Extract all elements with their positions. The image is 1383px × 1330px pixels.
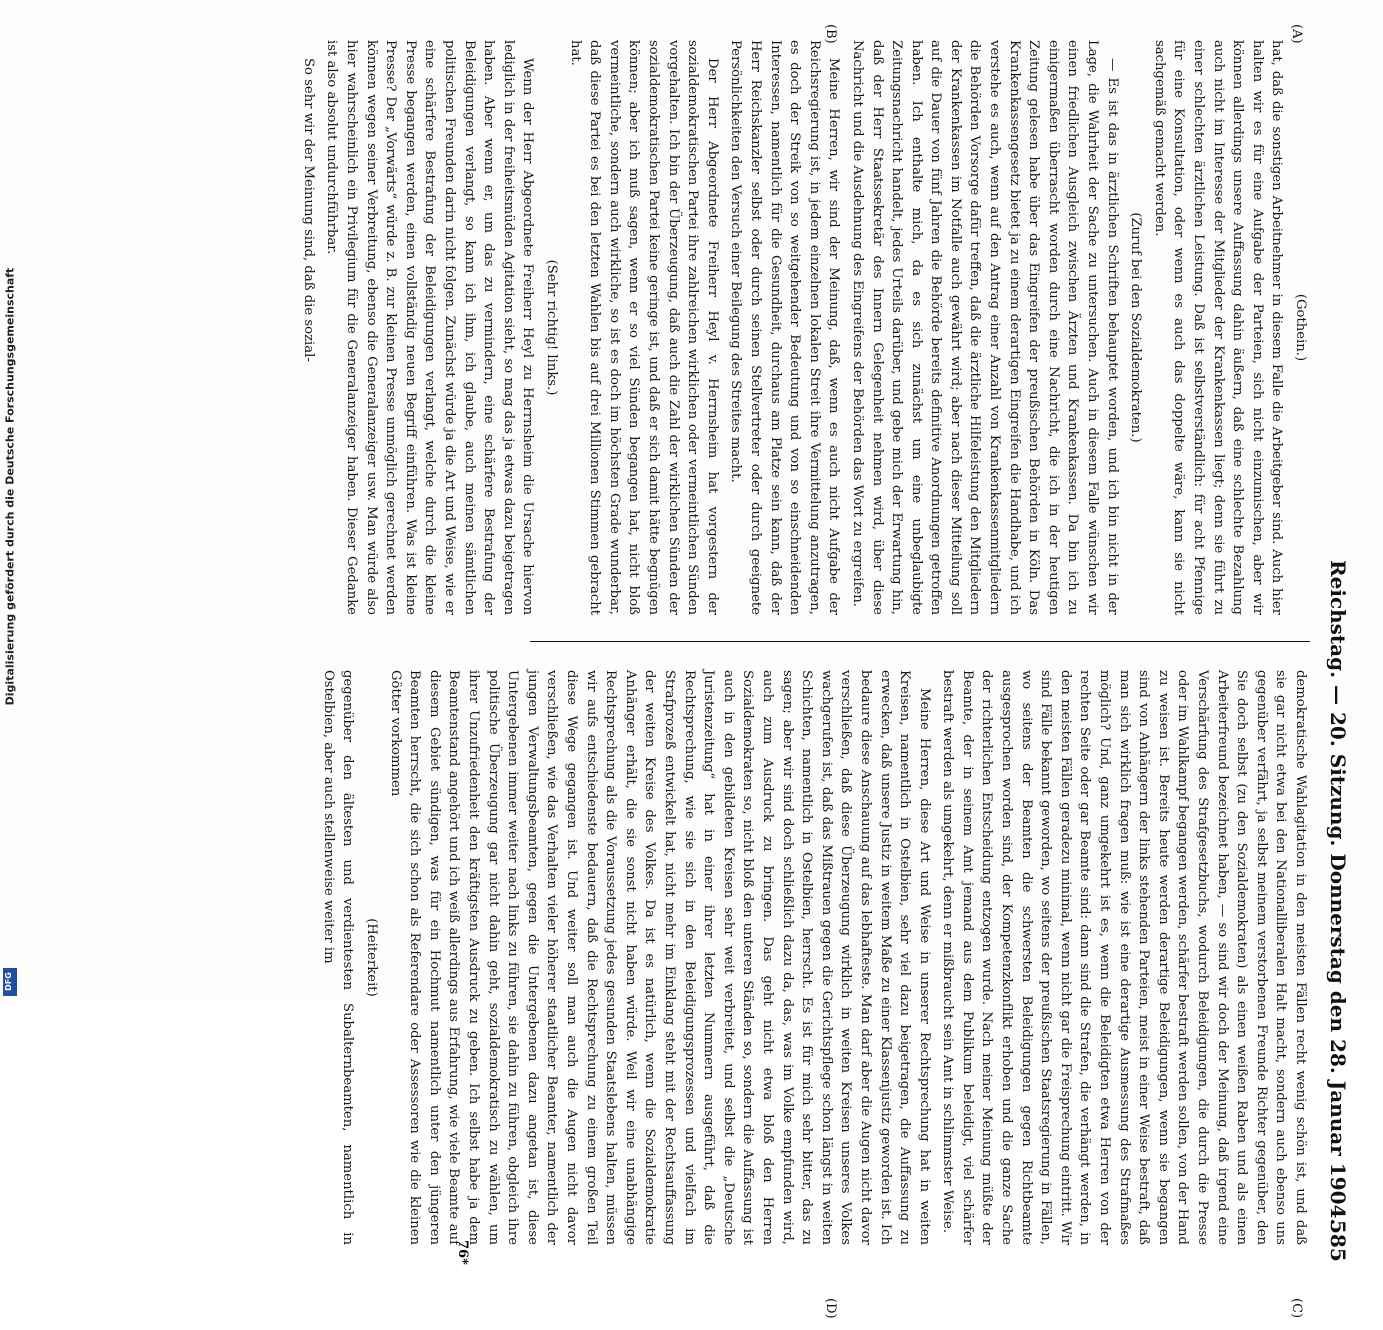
paragraph: — Es ist das in ärztlichen Schriften behauptet worden, und ich bin nicht in der Lage, die Wahrheit der Sache zu untersuchen. Auch in diesem Falle wünschen wir einen friedlichen Ausgleich zwischen Ärzten und Krankenkassen. Da bin ich zu einigermaßen überrascht worden durch eine Nachricht, die ich in der heutigen Zeitung gelesen habe über das Eingreifen der preußischen Behörden in Köln. Das Krankenkassengesetz bietet ja zu einem derartigen Eingreifen die Handhabe, und ich verstehe es auch, wenn auf den Antrag einer Anzahl von Krankenkassenmitgliedern die Behörden Vorsorge dafür treffen, daß die ärztliche Hilfeleistung den Mitgliedern der Krankenkassen im Notfalle auch gewährt wird; aber nach dieser Mitteilung soll auf die Dauer von fünf Jahren die Behörde bereits definitive Anordnungen getroffen haben. Ich enthalte mich, da es sich zunächst um eine unbeglaubigte Zeitungsnachricht handelt, jedes Urteils darüber, und gebe mich der Erwartung hin, daß der Herr Staatssekretär des Innern Gelegenheit nehmen wird, über diese Nachricht und die Ausdehnung des Eingreifens der Behörden das Wort zu ergreifen. <box>849 40 1120 615</box>
interjection: (Sehr richtig! links.) <box>544 259 560 396</box>
paragraph: So sehr wir der Meinung sind, daß die sozial- <box>300 58 316 362</box>
interjection: (Heiterkeit) <box>364 918 380 997</box>
page-header <box>1320 30 1350 1330</box>
paragraph: demokratische Wahlagitation in den meisten Fällen recht wenig schön ist, und daß sie gar nicht etwa bei den Nationalliberalen Halt macht, sondern auch ebenso uns gegenüber verfährt, ja selbst meinem verstorbenen Freunde Richter gegenüber, den Sie doch selbst (zu den Sozialdemokraten) als einen weißen Raben und als einen Arbeiterfreund bezeichnet haben, — so sind wir doch der Meinung, daß irgend eine Verschärfung des Strafgesetzbuchs, wodurch Beleidigungen, die durch die Presse oder im Wahlkampf begangen werden, schärfer bestraft werden sollen, von der Hand zu weisen ist. Bereits heute werden derartige Beleidigungen, wenn sie begangen sind von Anhängern der links stehenden Parteien, meist in einer Weise bestraft, daß man sich wirklich fragen muß: wie ist eine derartige Ausmessung des Strafmaßes möglich? Und, ganz umgekehrt ist es, wenn die Beleidigten etwa Herren von der rechten Seite oder gar Beamte sind: dann sind die Strafen, die verhängt werden, in den meisten Fällen geradezu minimal, wenn nicht gar die Freisprechung eintritt. Wir sind Fälle bekannt geworden, wo seitens der preußischen Staatsregierung in Fällen, wo seitens der Beamten die schwersten Beleidigungen gegen Richtbeamte ausgesprochen worden sind, der Kompetenzkonflikt erhoben und die ganze Sache der richterlichen Entscheidung entzogen wurde. Nach meiner Meinung müßte der Beamte, der in seinem Amt jemand aus dem Publikum beleidigt, viel schärfer bestraft werden als umgekehrt, denn er mißbraucht sein Amt in schlimmster Weise. <box>940 670 1308 1245</box>
page-number: 585 <box>1326 1220 1350 1262</box>
column-rule <box>530 641 1310 642</box>
margin-mark-c: (C) <box>1289 1298 1304 1319</box>
dfg-logo-text: DFG <box>3 972 13 991</box>
right-column <box>314 670 1310 1245</box>
paragraph: Der Herr Abgeordnete Freiherr Heyl v. Herrnsheim hat vorgestern der sozialdemokratischen Partei ihre zahlreichen wirklichen oder vermeintlichen Sünden vorgehalten. Ich bin der Überzeugung, daß auch die Zahl der wirklichen Sünden der sozialdemokratischen Partei keine geringe ist, und daß er sich damit hätte begnügen können; aber ich muß sagen, wenn er so viel Sünden begangen hat, nicht bloß vermeintliche, sondern auch wirkliche, so ist es doch im höchsten Grade wunderbar, daß diese Partei es bei den letzten Wahlen bis auf drei Millionen Stimmen gebracht hat. <box>567 40 720 615</box>
sheet-signature: 76* <box>455 1240 470 1265</box>
paragraph: gegenüber den ältesten und verdientesten Subalternbeamten, namentlich in Ostelbien, aber auch stellenweise weiter im <box>320 670 356 1245</box>
paragraph: hat, daß die sonstigen Arbeitnehmer in diesem Falle die Arbeitgeber sind. Auch hier halten wir es für eine Aufgabe der Parteien, sich nicht einzumischen, aber wir können allerdings unsere Auffassung dahin äußern, daß eine schlechte Bezahlung auch nicht im Interesse der Mitglieder der Krankenkassen liegt; denn sie führt zu einer schlechten ärztlichen Leistung. Daß ist selbstverständlich: für acht Pfennige für eine Konsultation, oder wenn es auch das doppelte wäre, kann sie nicht sachgemäß gemacht werden. <box>1151 40 1285 615</box>
rotated-page-content <box>50 24 1350 1319</box>
paragraph: Meine Herren, diese Art und Weise in unserer Rechtsprechung hat in weiten Kreisen, namentlich in Ostelbien, sehr viel dazu beigetragen, die Auffassung zu erwecken, daß unsere Justiz in weitem Maße zu einer Klassenjustiz geworden ist. Ich bedaure diese Anschauung auf das lebhafteste. Man darf aber die Augen nicht davor verschließen, daß diese Überzeugung wirklich in weiten Kreisen unseres Volkes wachgerufen ist, daß das Mißtrauen gegen die Gerichtspflege schon längst in weiten Schichten, namentlich in Ostelbien, herrscht. Es ist für mich sehr bitter, das zu sagen; aber wir sind doch schließlich dazu da, das, was im Volke empfunden wird, auch zum Ausdruck zu bringen. Das geht nicht etwa bloß den Herren Sozialdemokraten so, nicht bloß den unteren Ständen so, sondern die Auffassung ist auch in den gebildeten Kreisen sehr weit verbreitet, und selbst die „Deutsche Juristenzeitung“ hat in einer ihrer letzten Nummern ausgeführt, daß die Rechtsprechung, wie sie sich in den Beleidigungsprozessen und vielfach im Strafprozeß entwickelt hat, nicht mehr im Einklang steht mit der Rechtsauffassung der weiten Kreise des Volkes. Da ist es natürlich, wenn die Sozialdemokratie Anhänger erhält, die sie sonst nicht haben würde. Weil wir eine unabhängige Rechtsprechung als die Voraussetzung jedes gesunden Staatslebens halten, müssen wir aufs entschiedenste bedauern, daß die Rechtsprechung zu einem großen Teil diese Wege gegangen ist. Und weiter soll man auch die Augen nicht davor verschließen, wie das Verhalten vieler höherer staatlicher Beamter, namentlich der jungen Verwaltungsbeamten, gegen die Untergebenen dazu angetan ist, diese Untergebenen immer weiter nach links zu führen, sie dahin zu führen, obgleich ihre politische Überzeugung gar nicht dahin geht, sozialdemokratisch zu wählen, um ihrer Unzufriedenheit den kräftigsten Ausdruck zu geben. Ich selbst habe ja dem Beamtenstand angehört und ich weiß allerdings aus Erfahrung, wie viele Beamte auf diesem Gebiet sündigen, was für ein Hochmut namentlich unter den jüngeren Beamten herrscht, die sich schon als Referendare oder Assessoren wie die kleinen Götter vorkommen <box>387 670 932 1245</box>
side-credit-strip <box>0 0 20 1000</box>
margin-mark-a: (A) <box>1289 24 1304 44</box>
interjection: (Zuruf bei den Sozialdemokraten.) <box>1128 212 1144 443</box>
paragraph: Wenn der Herr Abgeordnete Freiherr Heyl zu Herrnsheim die Ursache hiervon lediglich in der freiheitsmüden Agitation sieht, so mag das ja etwas dazu beigetragen haben. Aber wenn er, um das zu vermindern, eine schärfere Bestrafung der Beleidigungen verlangt, so kann ich ihm, ich glaube, auch meinen sämtlichen politischen Freunden darin nicht folgen. Zunächst würde ja die Art und Weise, wie er eine schärfere Bestrafung der Beleidigungen verlangt, welche durch die kleine Presse begangen werden, einen vollständig neuen Begriff einführen. Was ist kleine Presse? Der „Vorwärts“ würde z. B. zur kleinen Presse unmöglich gerechnet werden können wegen seiner Verbreitung, ebenso die Generalanzeiger usw. Man würde also hier wahrscheinlich ein Privilegium für die Generalanzeiger haben. Dieser Gedanke ist also absolut undurchführbar. <box>324 40 536 615</box>
left-column <box>294 40 1310 615</box>
margin-mark-b: (B) <box>823 24 838 44</box>
paragraph: Meine Herren, wir sind der Meinung, daß, wenn es auch nicht Aufgabe der Reichsregierung ist, in jedem einzelnen lokalen Streit ihre Vermittelung anzutragen, es doch der Streik von so weitgehender Bedeutung und von so einschneidenden Interessen, namentlich für die Gesundheit, durchaus am Platze sein kann, daß der Herr Reichskanzler selbst oder durch seinen Stellvertreter oder durch geeignete Persönlichkeiten den Versuch einer Beilegung des Streites macht. <box>728 40 842 615</box>
digitization-credit: Digitalisierung gefördert durch die Deutsche Forschungsgemeinschaft <box>3 267 17 706</box>
page-title: Reichstag. — 20. Sitzung. Donnerstag den 28. Januar 1904. <box>1326 560 1350 1226</box>
speaker-label: (Gothein.) <box>1293 293 1308 362</box>
margin-mark-d: (D) <box>823 1298 838 1319</box>
dfg-logo <box>3 968 17 996</box>
